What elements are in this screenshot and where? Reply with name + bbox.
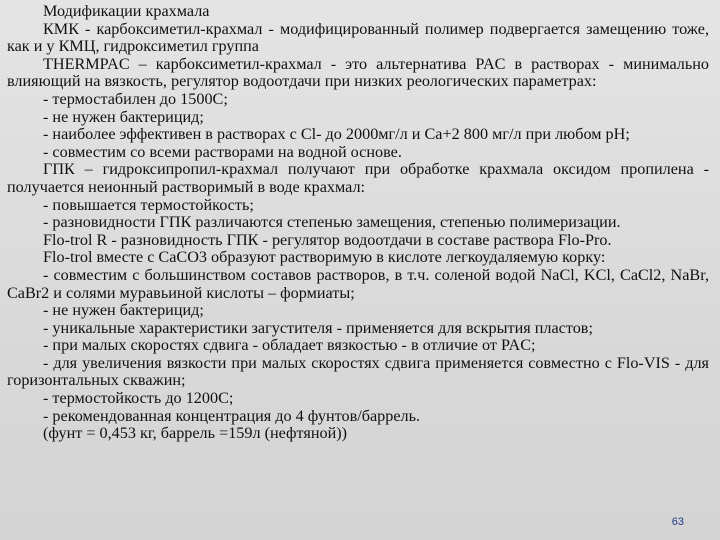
paragraph-flo-trol-caco3: Flo-trol вместе с CaCO3 образуют растворимую в кислоте легкоудаляемую корку: [43,248,606,267]
list-item-gpk-varieties: - разновидности ГПК различаются степенью замещения, степенью полимеризации. [43,213,621,232]
list-item-thermostable: - термостабилен до 1500С; [43,89,228,108]
list-item-recommended-concentration: - рекомендованная концентрация до 4 фунтов/баррель. [43,406,421,425]
list-item-unique-viscosifier: - уникальные характеристики загустителя - применяется для вскрытия пластов; [43,318,593,337]
list-item-compatible-brines: - совместим с большинством составов растворов, в т.ч. соленой водой NaCl, KCl, CaCl2, NaBr, CaBr2 и солями муравьиной кислоты – формиаты; [7,265,709,302]
paragraph-flo-trol-r: Flo-trol R - разновидность ГПК - регулятор водоотдачи в составе раствора Flo-Pro. [43,230,612,249]
paragraph-thermpac: THERMPAC – карбоксиметил-крахмал - это альтернатива PAC в растворах - минимально влияющий на вязкость, регулятор водоотдачи при низких реологических параметрах: [7,54,709,91]
list-item-flo-vis: - для увеличения вязкости при малых скоростях сдвига применяется совместно с Flo-VIS - для горизонтальных скважин; [7,353,709,390]
slide-text [7,3,709,443]
list-item-compatible-water-based: - совместим со всеми растворами на водной основе. [43,142,402,161]
heading-starch-modifications: Модификации крахмала [43,2,210,20]
list-item-most-effective: - наиболее эффективен в растворах с Cl- до 2000мг/л и Ca+2 800 мг/л при любом pH; [43,125,630,144]
list-item-low-shear-viscosity: - при малых скоростях сдвига - обладает вязкостью - в отличие от PAC; [43,336,536,355]
list-item-no-biocide-2: - не нужен бактерицид; [43,301,204,320]
list-item-thermal-resistance-120: - термостойкость до 1200С; [43,389,234,408]
paragraph-kmk: КМК - карбоксиметил-крахмал - модифицированный полимер подвергается замещению тоже, как и у КМЦ, гидроксиметил группа [7,19,709,56]
list-item-no-biocide: - не нужен бактерицид; [43,107,204,126]
page-number: 63 [671,516,684,528]
note-units: (фунт = 0,453 кг, баррель =159л (нефтяной)) [43,424,348,443]
paragraph-gpk: ГПК – гидроксипропил-крахмал получают при обработке крахмала оксидом пропилена - получается неионный растворимый в воде крахмал: [7,160,709,196]
list-item-thermal-resistance: - повышается термостойкость; [43,195,254,214]
